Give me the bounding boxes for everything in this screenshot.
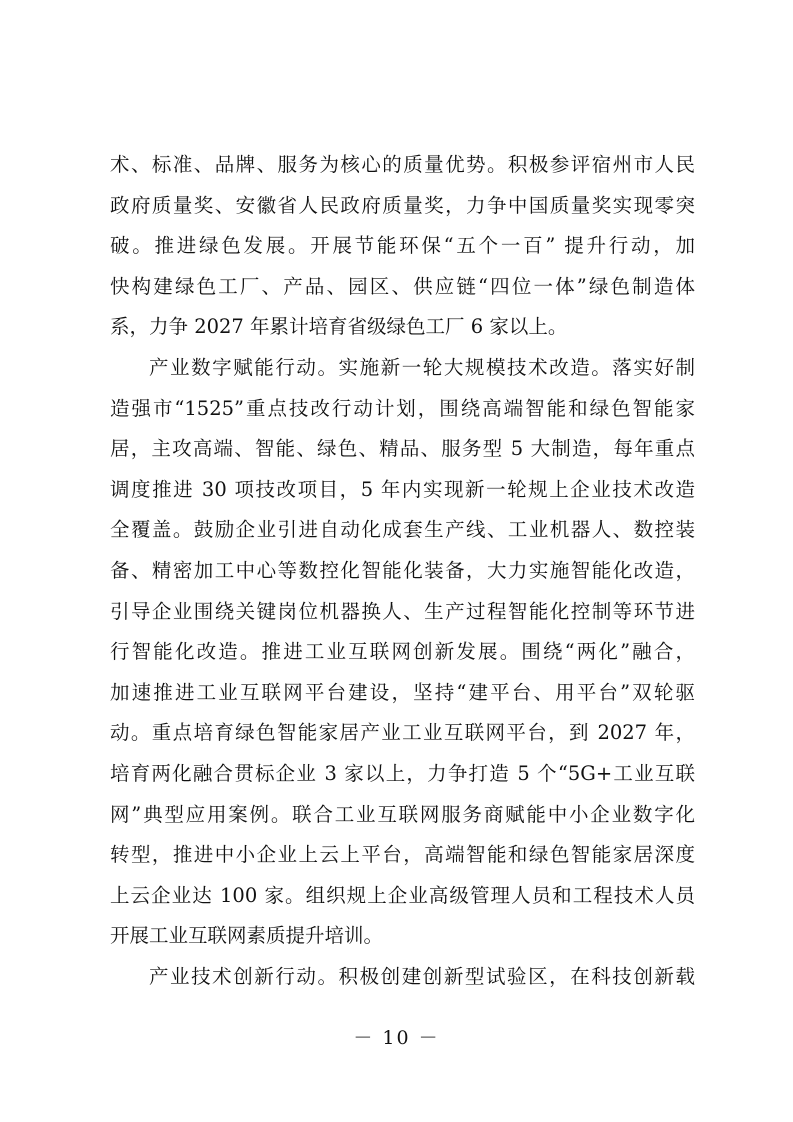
text-line-12: 引导企业围绕关键岗位机器换人、生产过程智能化控制等环节进 bbox=[110, 599, 695, 623]
text-line-11: 备、精密加工中心等数控化智能化装备，大力实施智能化改造， bbox=[110, 558, 695, 582]
text-line-13: 行智能化改造。推进工业互联网创新发展。围绕“两化”融合， bbox=[110, 640, 695, 664]
body-text bbox=[110, 145, 695, 997]
text-line-3: 破。推进绿色发展。开展节能环保“五个一百” 提升行动，加 bbox=[110, 234, 695, 258]
text-line-8: 居，主攻高端、智能、绿色、精品、服务型 5 大制造，每年重点 bbox=[110, 437, 695, 461]
text-line-10: 全覆盖。鼓励企业引进自动化成套生产线、工业机器人、数控装 bbox=[110, 518, 695, 542]
text-line-18: 转型，推进中小企业上云上平台，高端智能和绿色智能家居深度 bbox=[110, 843, 695, 867]
text-line-6: 产业数字赋能行动。实施新一轮大规模技术改造。落实好制 bbox=[149, 355, 695, 379]
text-line-1: 术、标准、品牌、服务为核心的质量优势。积极参评宿州市人民 bbox=[110, 153, 695, 176]
text-line-5: 系，力争 2027 年累计培育省级绿色工厂 6 家以上。 bbox=[110, 315, 568, 339]
text-line-9: 调度推进 30 项技改项目，5 年内实现新一轮规上企业技术改造 bbox=[110, 477, 695, 501]
text-line-4: 快构建绿色工厂、产品、园区、供应链“四位一体”绿色制造体 bbox=[110, 274, 695, 298]
text-line-16: 培育两化融合贯标企业 3 家以上，力争打造 5 个“5G+工业互联 bbox=[110, 761, 695, 785]
text-line-20: 开展工业互联网素质提升培训。 bbox=[110, 924, 384, 948]
text-line-19: 上云企业达 100 家。组织规上企业高级管理人员和工程技术人员 bbox=[110, 883, 695, 907]
text-line-21: 产业技术创新行动。积极创建创新型试验区，在科技创新载 bbox=[149, 964, 695, 988]
text-line-7: 造强市“1525”重点技改行动计划，围绕高端智能和绿色智能家 bbox=[110, 396, 695, 420]
text-line-14: 加速推进工业互联网平台建设，坚持“建平台、用平台”双轮驱 bbox=[110, 680, 695, 704]
text-line-15: 动。重点培育绿色智能家居产业工业互联网平台，到 2027 年， bbox=[110, 721, 695, 745]
text-line-2: 政府质量奖、安徽省人民政府质量奖，力争中国质量奖实现零突 bbox=[110, 193, 695, 217]
page-number: － 10 － bbox=[353, 1027, 440, 1049]
text-line-17: 网”典型应用案例。联合工业互联网服务商赋能中小企业数字化 bbox=[110, 802, 695, 826]
